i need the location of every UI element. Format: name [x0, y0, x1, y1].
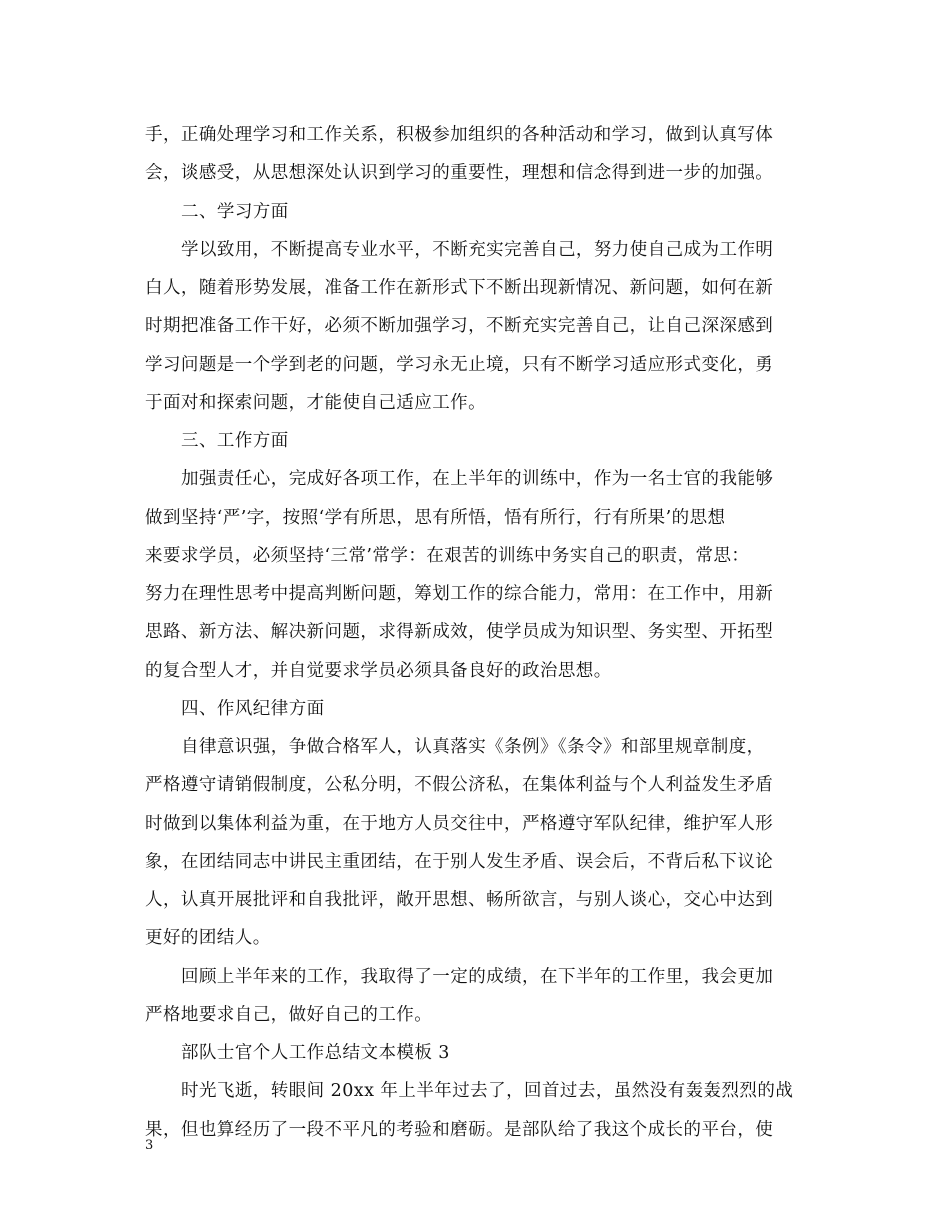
text-line: 学以致用，不断提高专业水平，不断充实完善自己，努力使自己成为工作明	[181, 239, 774, 260]
text-line: 时光飞逝，转眼间 20xx 年上半年过去了，回首过去，虽然没有轰轰烈烈的战	[181, 1081, 794, 1102]
text-line: 努力在理性思考中提高判断问题，筹划工作的综合能力，常用：在工作中，用新	[145, 584, 774, 604]
text-line: 果，但也算经历了一段不平凡的考验和磨砺。是部队给了我这个成长的平台，使	[145, 1119, 774, 1140]
text-line: 自律意识强，争做合格军人，认真落实《条例》《条令》和部里规章制度，	[181, 737, 765, 757]
text-line: 加强责任心，完成好各项工作，在上半年的训练中，作为一名士官的我能够	[181, 469, 774, 490]
text-line: 人，认真开展批评和自我批评，敞开思想、畅所欲言，与别人谈心，交心中达到	[145, 890, 774, 910]
text-line: 部队士官个人工作总结文本模板 3	[181, 1043, 450, 1063]
text-line: 会，谈感受，从思想深处认识到学习的重要性，理想和信念得到进一步的加强。	[145, 163, 774, 184]
text-line: 象，在团结同志中讲民主重团结，在于别人发生矛盾、误会后，不背后私下议论	[145, 851, 774, 872]
text-line: 的复合型人才，并自觉要求学员必须具备良好的政治思想。	[145, 660, 612, 681]
text-line: 严格遵守请销假制度，公私分明，不假公济私，在集体利益与个人利益发生矛盾	[145, 775, 774, 796]
page-number: 3	[145, 1138, 154, 1153]
text-line: 白人，随着形势发展，准备工作在新形式下不断出现新情况、新问题，如何在新	[145, 278, 774, 298]
text-line: 思路、新方法、解决新问题，求得新成效，使学员成为知识型、务实型、开拓型	[145, 622, 774, 643]
text-line: 四、作风纪律方面	[181, 698, 325, 719]
text-line: 严格地要求自己，做好自己的工作。	[145, 1004, 433, 1025]
text-line: 二、学习方面	[181, 201, 289, 222]
text-line: 于面对和探索问题，才能使自己适应工作。	[145, 392, 487, 413]
text-line: 时做到以集体利益为重，在于地方人员交往中，严格遵守军队纪律，维护军人形	[145, 813, 774, 834]
text-line: 更好的团结人。	[145, 928, 271, 949]
text-line: 回顾上半年来的工作，我取得了一定的成绩，在下半年的工作里，我会更加	[181, 966, 774, 987]
document-body	[145, 116, 805, 1149]
text-line: 三、工作方面	[181, 431, 289, 451]
text-line: 时期把准备工作干好，必须不断加强学习，不断充实完善自己，让自己深深感到	[145, 316, 774, 337]
text-line: 学习问题是一个学到老的问题，学习永无止境，只有不断学习适应形式变化，勇	[145, 354, 774, 375]
text-line: 来要求学员，必须坚持‘三常’常学：在艰苦的训练中务实自己的职责，常思：	[145, 545, 750, 566]
text-line: 做到坚持‘严’字，按照‘学有所思，思有所悟，悟有所行，行有所果’的思想	[145, 507, 726, 528]
text-line: 手，正确处理学习和工作关系，积极参加组织的各种活动和学习，做到认真写体	[145, 125, 774, 145]
